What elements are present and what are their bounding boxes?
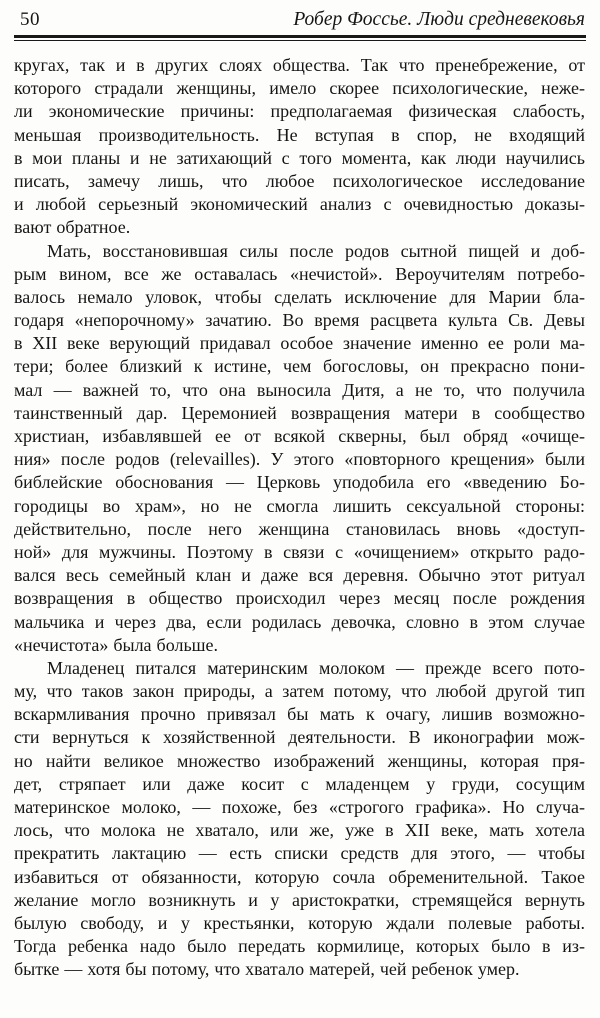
text-line: лось, что молока не хватало, или же, уже в XII веке, мать хотела (14, 820, 585, 841)
text-line: тери; более близкий к истине, чем богословы, он прекрасно пони- (14, 356, 585, 377)
text-line: ли экономические причины: предполагаемая физическая слабость, (14, 101, 585, 122)
text-line: бытке — хотя бы потому, что хватало матерей, чей ребенок умер. (14, 959, 520, 980)
text-line: которого страдали женщины, имело скорее психологические, неже- (14, 78, 585, 99)
paragraph (14, 657, 585, 982)
text-line: былую свободу, и у крестьянки, которую ждали полевые работы. (14, 912, 585, 933)
text-line: рым вином, все же оставалась «нечистой». Вероучителям потребо- (14, 263, 585, 284)
text-line: но найти великое множество изображений женщины, которая пря- (14, 750, 585, 771)
text-line: в мои планы и не затихающий с того момента, как люди научились (14, 147, 585, 168)
text-line: таинственный дар. Церемонией возвращения матери в сообщество (14, 402, 585, 423)
text-line: Тогда ребенка надо было передать кормилице, которых было в из- (14, 936, 585, 957)
text-line: дет, стряпает или даже косит с младенцем у груди, сосущим (14, 773, 585, 794)
paragraph (14, 54, 585, 240)
text-line: действительно, после него женщина становилась вновь «доступ- (14, 518, 585, 539)
text-line: «нечистота» была больше. (14, 634, 219, 655)
text-line: Младенец питался материнским молоком — прежде всего пото- (47, 657, 585, 678)
page-header (0, 0, 600, 31)
text-line: городицы во храм», но не смогла лишить сексуальной стороны: (14, 495, 585, 516)
text-line: ния» после родов (relevailles). У этого «повторного крещения» были (14, 449, 585, 470)
text-line: мальчика и через два, если родилась девочка, словно в этом случае (14, 611, 585, 632)
text-line: материнское молоко, — похоже, без «строгого графика». Но случа- (14, 797, 585, 817)
text-line: библейские обоснования — Церковь уподобила его «введению Бо- (14, 472, 585, 493)
text-line: и любой серьезный экономический анализ с очевидностью доказы- (14, 194, 585, 215)
text-line: сти вернуться к хозяйственной деятельности. В иконографии мож- (14, 727, 585, 748)
paragraph (14, 240, 585, 657)
text-line: меньшая производительность. Не вступая в спор, не входящий (14, 124, 585, 145)
text-line: желание могло возникнуть и у аристократки, стремящейся вернуть (14, 889, 585, 910)
text-line: валось немало уловок, чтобы сделать исключение для Марии бла- (14, 286, 585, 307)
text-line: христиан, избавлявшей ее от всякой скверны, был обряд «очище- (14, 426, 585, 446)
text-line: вают обратное. (14, 217, 131, 238)
running-title: Робер Фоссье. Люди средневековья (293, 9, 585, 30)
text-line: в XII веке верующий придавал особое значение именно ее роли ма- (14, 333, 585, 354)
text-line: му, что таков закон природы, а затем потому, что любой другой тип (14, 681, 585, 702)
text-body (14, 54, 585, 982)
text-line: избавиться от обязанности, которую сочла обременительной. Такое (14, 866, 585, 887)
text-line: ной» для мужчины. Поэтому в связи с «очищением» открыто радо- (14, 541, 585, 562)
text-line: кругах, так и в других слоях общества. Так что пренебрежение, от (14, 55, 585, 75)
text-line: прекратить лактацию — есть списки средств для этого, — чтобы (14, 843, 585, 864)
text-line: вскармливания прочно привязал бы мать к очагу, лишив возможно- (14, 704, 585, 725)
text-line: возвращения в общество происходил через месяц после рождения (14, 588, 585, 609)
header-rule (14, 35, 586, 41)
text-line: годаря «непорочному» зачатию. Во время расцвета культа Св. Девы (14, 310, 585, 331)
text-line: Мать, восстановившая силы после родов сытной пищей и доб- (47, 240, 585, 261)
text-line: вался весь семейный клан и даже вся деревня. Обычно этот ритуал (14, 565, 585, 586)
text-line: мал — важней то, что она выносила Дитя, а не то, что получила (14, 379, 585, 400)
page-number: 50 (20, 9, 40, 30)
text-line: писать, замечу лишь, что любое психологическое исследование (14, 170, 585, 191)
